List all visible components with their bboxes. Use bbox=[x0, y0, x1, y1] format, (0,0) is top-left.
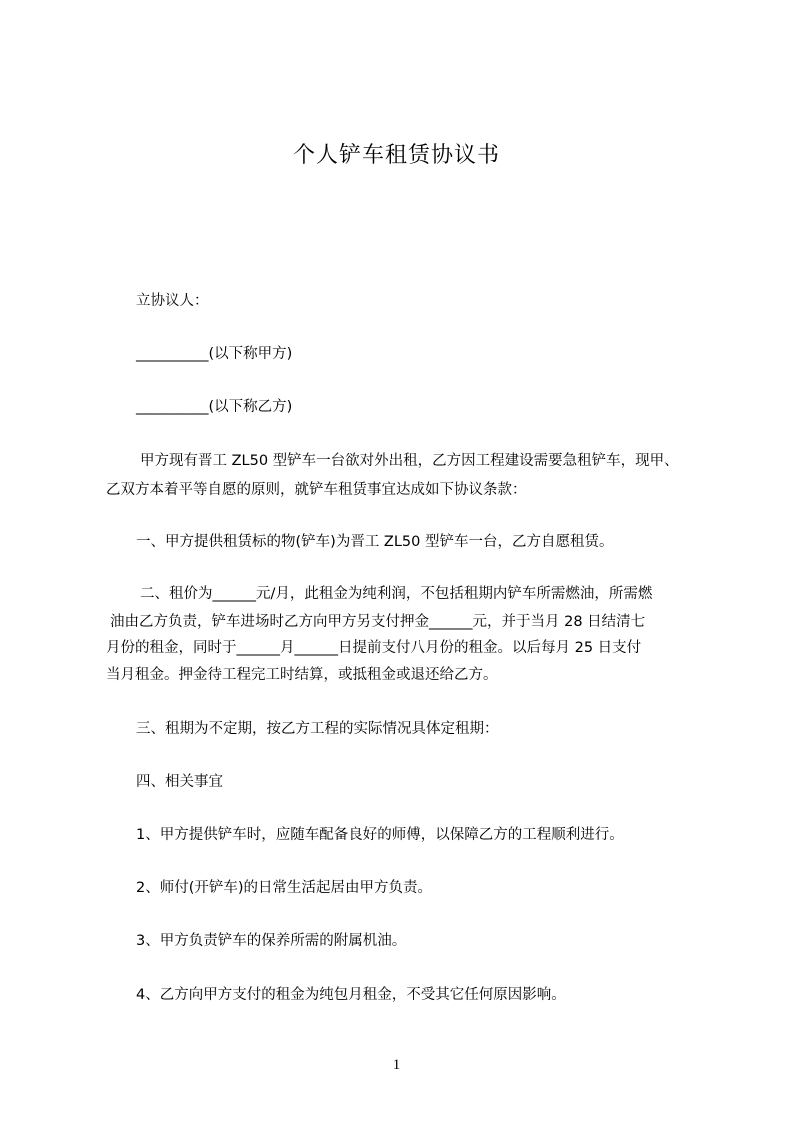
clause-3: 三、租期为不定期，按乙方工程的实际情况具体定租期： bbox=[136, 721, 499, 737]
document-title: 个人铲车租赁协议书 bbox=[292, 143, 500, 168]
intro-line-1: 甲方现有晋工 ZL50 型铲车一台欲对外出租，乙方因工程建设需要急租铲车，现甲、 bbox=[140, 453, 679, 469]
clause-4-heading: 四、相关事宜 bbox=[136, 774, 223, 790]
clause-2-line-4: 当月租金。押金待工程完工时结算，或抵租金或退还给乙方。 bbox=[106, 667, 498, 683]
party-a-line: __________(以下称甲方) bbox=[136, 346, 293, 362]
party-heading: 立协议人： bbox=[136, 293, 209, 309]
item-1: 1、甲方提供铲车时，应随车配备良好的师傅，以保障乙方的工程顺利进行。 bbox=[136, 827, 624, 843]
item-3: 3、甲方负责铲车的保养所需的附属机油。 bbox=[136, 933, 407, 949]
clause-1: 一、甲方提供租赁标的物(铲车)为晋工 ZL50 型铲车一台，乙方自愿租赁。 bbox=[136, 534, 614, 550]
item-4: 4、乙方向甲方支付的租金为纯包月租金，不受其它任何原因影响。 bbox=[136, 987, 566, 1003]
item-2: 2、师付(开铲车)的日常生活起居由甲方负责。 bbox=[136, 880, 433, 896]
page-number: 1 bbox=[392, 1057, 401, 1073]
clause-2-line-3: 月份的租金，同时于______月______日提前支付八月份的租金。以后每月 25 日支付 bbox=[106, 640, 642, 656]
clause-2-line-1: 二、租价为______元/月，此租金为纯利润，不包括租期内铲车所需燃油，所需燃 bbox=[140, 586, 653, 602]
intro-line-2: 乙双方本着平等自愿的原则，就铲车租赁事宜达成如下协议条款： bbox=[106, 482, 527, 498]
party-b-line: __________(以下称乙方) bbox=[136, 399, 293, 415]
clause-2-line-2: 油由乙方负责，铲车进场时乙方向甲方另支付押金______元，并于当月 28 日结清七 bbox=[110, 614, 646, 630]
